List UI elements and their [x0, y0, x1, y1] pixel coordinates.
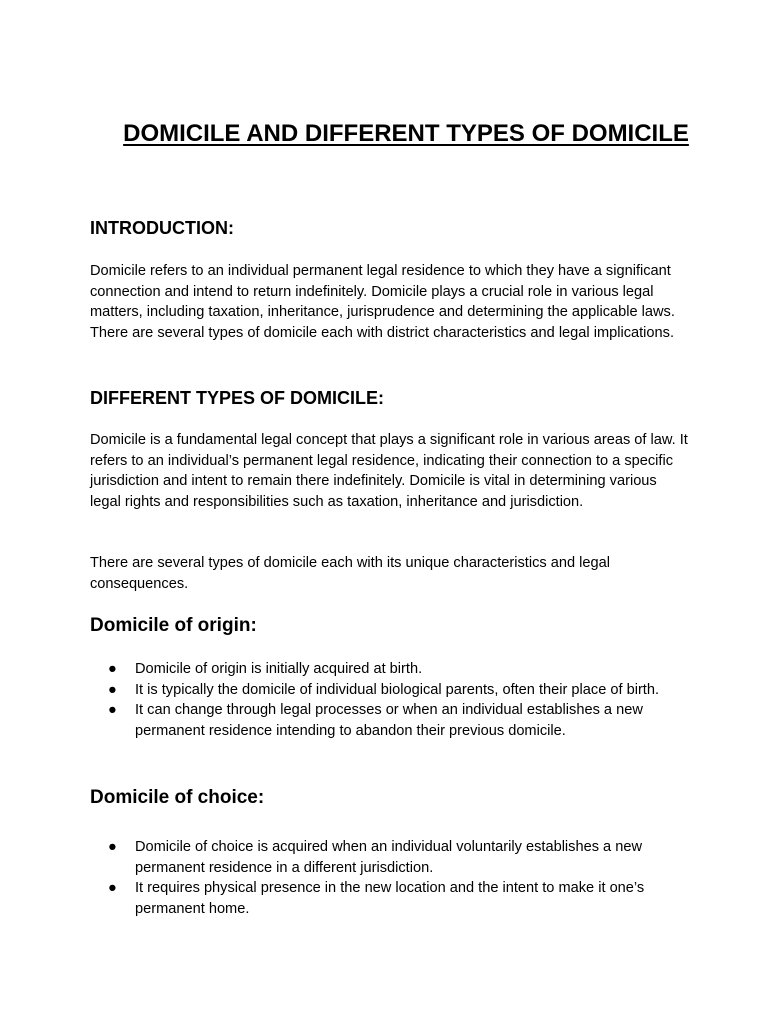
list-item: [108, 700, 708, 741]
list-item-text: It is typically the domicile of individual biological parents, often their place of birth.: [135, 681, 660, 698]
types-paragraph-2: There are several types of domicile each with its unique characteristics and legal consequences.: [90, 555, 610, 592]
introduction-paragraph: Domicile refers to an individual permanent legal residence to which they have a significant connection and intend to return indefinitely. Domicile plays a crucial role in various legal matters, including taxation, inheritance, jurisprudence and determining the applicable laws. There are several types of domicile each with district characteristics and legal implications.: [90, 263, 675, 341]
origin-heading: Domicile of origin:: [90, 615, 257, 636]
list-item: [108, 878, 708, 919]
document-title: DOMICILE AND DIFFERENT TYPES OF DOMICILE: [123, 120, 689, 147]
types-heading: DIFFERENT TYPES OF DOMICILE:: [90, 388, 385, 408]
list-item: [108, 837, 708, 878]
bullet-icon: ●: [108, 839, 117, 855]
origin-bullet-list: [108, 659, 708, 741]
choice-heading: Domicile of choice:: [90, 787, 265, 808]
types-paragraph-1: Domicile is a fundamental legal concept that plays a significant role in various areas of law. It refers to an individual’s permanent legal residence, indicating their connection to a specific jurisdiction and intent to remain there indefinitely. Domicile is vital in determining various legal rights and responsibilities such as taxation, inheritance and jurisdiction.: [90, 432, 688, 510]
list-item-text: Domicile of choice is acquired when an individual voluntarily establishes a new permanent residence in a different jurisdiction.: [135, 839, 642, 876]
bullet-icon: ●: [108, 702, 117, 719]
bullet-icon: ●: [108, 681, 117, 698]
bullet-icon: ●: [108, 880, 117, 897]
list-item-text: It requires physical presence in the new location and the intent to make it one’s permanent home.: [135, 880, 645, 917]
choice-bullet-list: [108, 837, 708, 919]
list-item-text: Domicile of origin is initially acquired at birth.: [135, 661, 423, 677]
list-item: [108, 659, 708, 680]
bullet-icon: ●: [108, 661, 117, 677]
list-item-text: It can change through legal processes or when an individual establishes a new permanent residence intending to abandon their previous domicile.: [135, 702, 643, 739]
introduction-heading: INTRODUCTION:: [90, 218, 234, 238]
list-item: [108, 680, 708, 701]
